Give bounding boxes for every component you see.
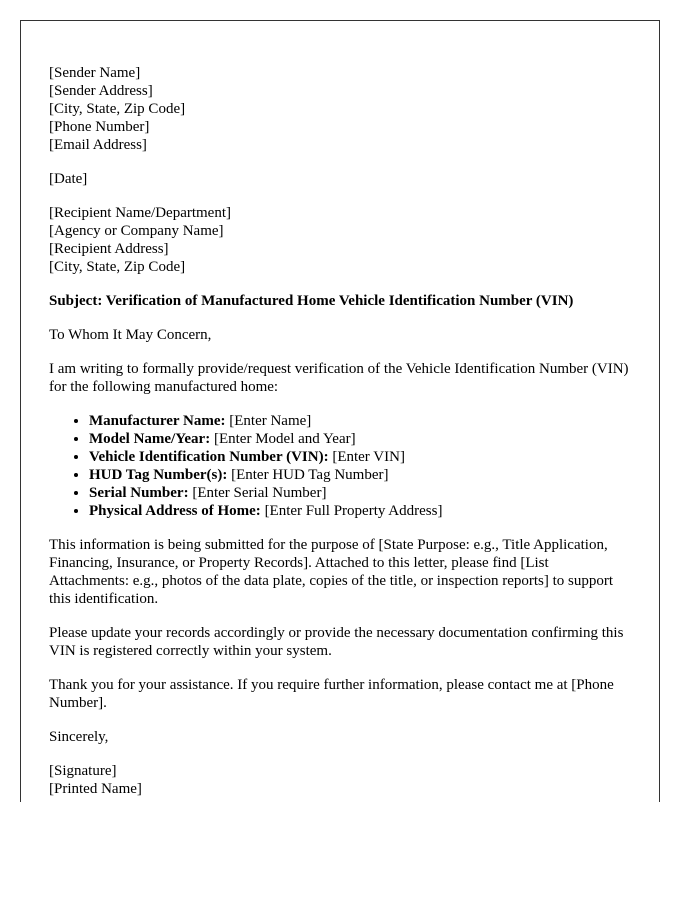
printed-name: [Printed Name]	[49, 781, 142, 797]
list-item: • HUD Tag Number(s): [Enter HUD Tag Number]	[89, 466, 631, 484]
closing: Sincerely,	[49, 729, 109, 745]
list-item: • Model Name/Year: [Enter Model and Year]	[89, 430, 631, 448]
list-item: • Vehicle Identification Number (VIN): [Enter VIN]	[89, 448, 631, 466]
date: [Date]	[49, 171, 88, 187]
signature: [Signature]	[49, 763, 117, 779]
recipient-block	[49, 204, 631, 276]
sender-phone: [Phone Number]	[49, 119, 150, 135]
purpose-paragraph: This information is being submitted for the purpose of [State Purpose: e.g., Title Application, Financing, Insurance, or Property Records]. Attached to this letter, please find [List Attachments: e.g., photos of the data plate, copies of the title, or inspection reports] to support this identification.	[49, 537, 614, 607]
details-list	[49, 412, 631, 520]
list-item: • Manufacturer Name: [Enter Name]	[89, 412, 631, 430]
signature-block	[49, 762, 631, 798]
request-paragraph: Please update your records accordingly or provide the necessary documentation confirming this VIN is registered correctly within your system.	[49, 625, 624, 659]
sender-city: [City, State, Zip Code]	[49, 101, 186, 117]
sender-email: [Email Address]	[49, 137, 147, 153]
subject: Subject: Verification of Manufactured Home Vehicle Identification Number (VIN)	[49, 293, 574, 309]
recipient-address: [Recipient Address]	[49, 241, 169, 257]
letter-page	[20, 20, 660, 802]
recipient-agency: [Agency or Company Name]	[49, 223, 224, 239]
sender-address: [Sender Address]	[49, 83, 153, 99]
recipient-city: [City, State, Zip Code]	[49, 259, 186, 275]
thanks-paragraph: Thank you for your assistance. If you require further information, please contact me at [Phone Number].	[49, 677, 614, 711]
sender-name: [Sender Name]	[49, 65, 141, 81]
salutation: To Whom It May Concern,	[49, 327, 212, 343]
intro-paragraph: I am writing to formally provide/request verification of the Vehicle Identification Number (VIN) for the following manufactured home:	[49, 361, 629, 395]
list-item: • Physical Address of Home: [Enter Full Property Address]	[89, 502, 631, 520]
list-item: • Serial Number: [Enter Serial Number]	[89, 484, 631, 502]
recipient-name: [Recipient Name/Department]	[49, 205, 232, 221]
